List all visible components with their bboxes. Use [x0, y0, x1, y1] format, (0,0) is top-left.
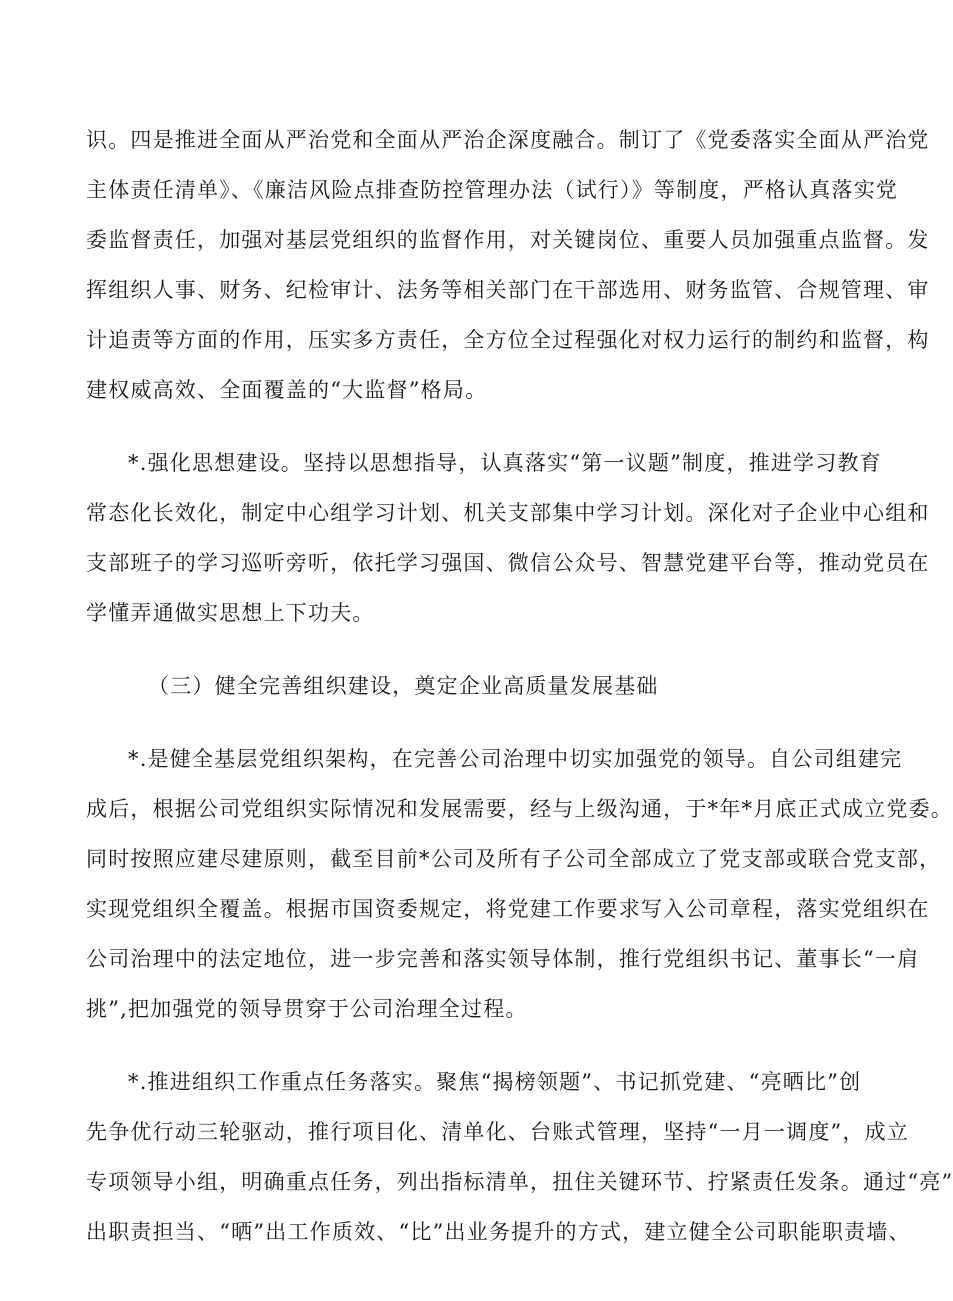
text-line: 同时按照应建尽建原则，截至目前*公司及所有子公司全部成立了党支部或联合党支部， [86, 847, 942, 871]
text-line: 出职责担当、“晒”出工作质效、“比”出业务提升的方式，建立健全公司职能职责墙、 [86, 1220, 911, 1244]
text-line: *.是健全基层党组织架构，在完善公司治理中切实加强党的领导。自公司组建完 [128, 747, 903, 771]
text-line: *.推进组织工作重点任务落实。聚焦“揭榜领题”、书记抓党建、“亮晒比”创 [128, 1070, 862, 1094]
document-body [86, 115, 953, 1257]
paragraph-gap [86, 1034, 838, 1057]
text-line: 学懂弄通做实思想上下功夫。 [86, 601, 375, 625]
text-line: 成后，根据公司党组织实际情况和发展需要，经与上级沟通，于*年*月底正式成立党委。 [86, 797, 953, 821]
text-line: 建权威高效、全面覆盖的“大监督”格局。 [86, 378, 488, 402]
text-line: *.强化思想建设。坚持以思想指导，认真落实“第一议题”制度，推进学习教育 [128, 451, 882, 475]
paragraph-key-tasks [86, 1057, 953, 1257]
paragraph-gap [86, 711, 838, 734]
paragraph-organization [86, 734, 953, 1034]
section-heading: （三）健全完善组织建设，奠定企业高质量发展基础 [148, 674, 659, 698]
text-line: 专项领导小组，明确重点任务，列出指标清单，扭住关键环节、拧紧责任发条。通过“亮” [86, 1170, 953, 1194]
text-line: 挥组织人事、财务、纪检审计、法务等相关部门在干部选用、财务监管、合规管理、审 [86, 278, 930, 302]
paragraph-gap [86, 415, 838, 438]
text-line: 先争优行动三轮驱动，推行项目化、清单化、台账式管理，坚持“一月一调度”，成立 [86, 1120, 910, 1144]
paragraph-ideology [86, 438, 930, 638]
paragraph-supervision [86, 115, 930, 415]
text-line: 挑”,把加强党的领导贯穿于公司治理全过程。 [86, 997, 528, 1021]
text-line: 委监督责任，加强对基层党组织的监督作用，对关键岗位、重要人员加强重点监督。发 [86, 228, 930, 252]
text-line: 常态化长效化，制定中心组学习计划、机关支部集中学习计划。深化对子企业中心组和 [86, 501, 930, 525]
text-line: 实现党组织全覆盖。根据市国资委规定，将党建工作要求写入公司章程，落实党组织在 [86, 897, 930, 921]
text-line: 计追责等方面的作用，压实多方责任，全方位全过程强化对权力运行的制约和监督，构 [86, 328, 930, 352]
paragraph-gap [86, 638, 838, 661]
text-line: 主体责任清单》、《廉洁风险点排查防控管理办法（试行）》等制度，严格认真落实党 [86, 178, 899, 202]
text-line: 公司治理中的法定地位，进一步完善和落实领导体制，推行党组织书记、董事长“一肩 [86, 947, 920, 971]
text-line: 识。四是推进全面从严治党和全面从严治企深度融合。制订了《党委落实全面从严治党 [86, 128, 930, 152]
text-line: 支部班子的学习巡听旁听，依托学习强国、微信公众号、智慧党建平台等，推动党员在 [86, 551, 930, 575]
